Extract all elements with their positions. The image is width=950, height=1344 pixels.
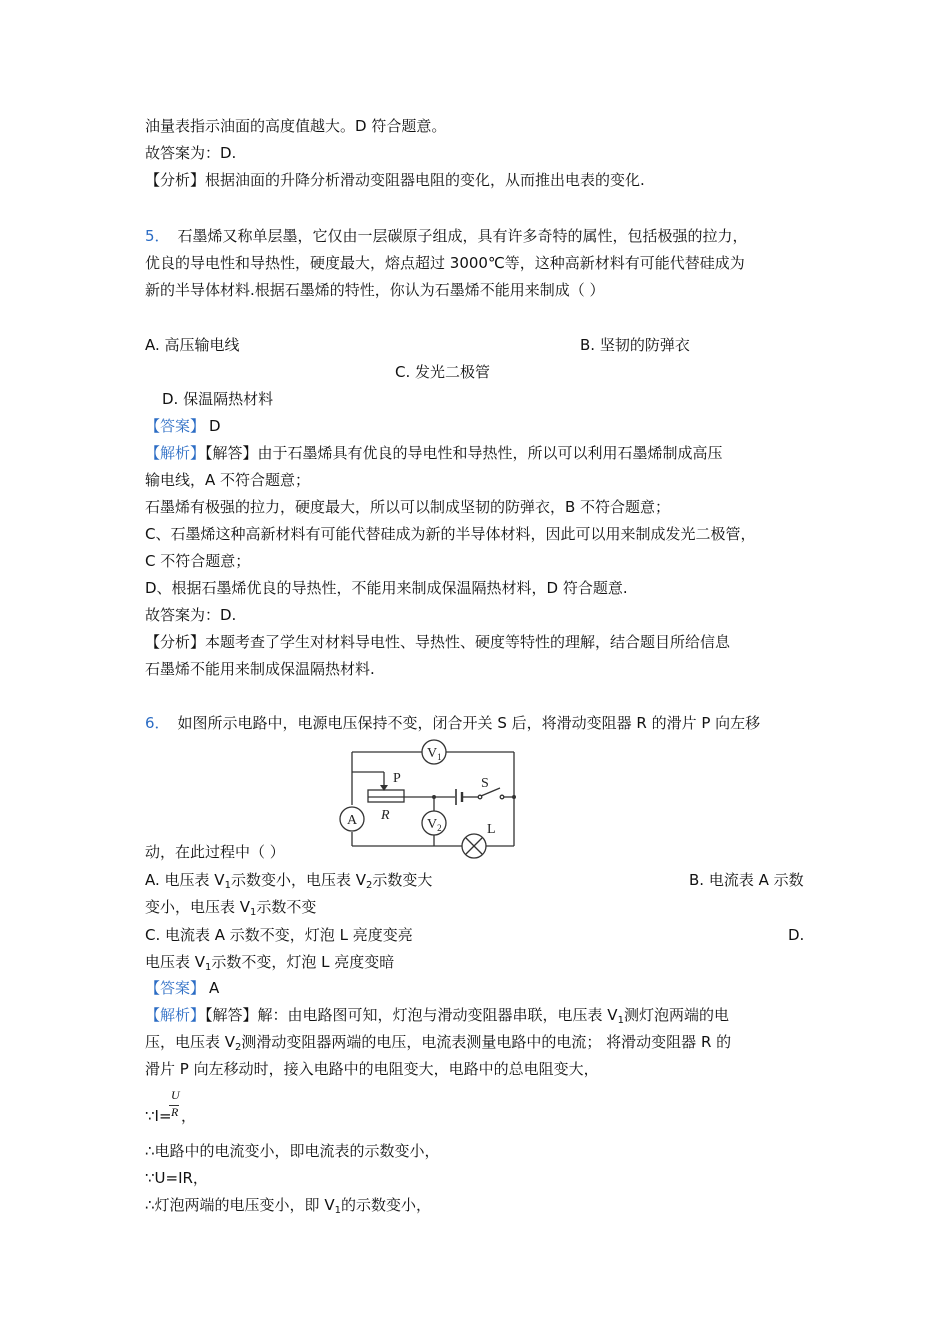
q6-option-b-line-2: 变小，电压表 $V_1$示数不变 — [145, 898, 317, 918]
analysis-tag: 【分析】 — [145, 633, 206, 651]
formula-current: ∵I= U R ， — [145, 1088, 197, 1125]
q6-option-d-line-1: D. — [788, 926, 805, 944]
q5-explain-text-1: 【解答】由于石墨烯具有优良的导电性和导热性，所以可以利用石墨烯制成高压 — [205, 444, 723, 462]
answer-value: D — [209, 417, 221, 435]
q6-stem-line-1 — [145, 713, 760, 733]
q6-option-d-line-2: 电压表 $V_1$示数不变，灯泡 L 亮度变暗 — [145, 953, 395, 973]
circuit-diagram — [338, 738, 520, 860]
explain-tag: 【解析】 — [145, 444, 206, 462]
q5-stem-text-1: 石墨烯又称单层墨，它仅由一层碳原子组成，具有许多奇特的属性，包括极强的拉力， — [177, 227, 748, 245]
q6-stem-text-1: 如图所示电路中，电源电压保持不变，闭合开关 S 后，将滑动变阻器 R 的滑片 P 向左移 — [177, 714, 761, 732]
q5-explain-5: C 不符合题意； — [145, 552, 251, 570]
q5-final-answer: 故答案为：D. — [145, 606, 237, 624]
rheostat-r — [368, 790, 404, 802]
analysis-text: 根据油面的升降分析滑动变阻器电阻的变化，从而推出电表的变化. — [205, 171, 645, 189]
junction-dot — [432, 795, 436, 799]
q5-explain-3: 石墨烯有极强的拉力，硬度最大，所以可以制成坚韧的防弹衣，B 不符合题意； — [145, 498, 671, 516]
q6-option-c: C. 电流表 A 示数不变，灯泡 L 亮度变亮 — [145, 926, 413, 944]
q5-stem-line-1 — [145, 226, 748, 246]
v2-label: $V_2$ — [427, 817, 442, 833]
q6-stem-line-2: 动，在此过程中（ ） — [145, 843, 285, 861]
fraction-numerator: U — [171, 1088, 180, 1102]
l-label: L — [487, 822, 496, 837]
q5-answer — [145, 416, 221, 436]
q6-explain-1: 【解析】【解答】解：由电路图可知，灯泡与滑动变阻器串联，电压表 $V_1$测灯泡两端的电 — [145, 1006, 729, 1026]
answer-tag: 【答案】 — [145, 979, 206, 997]
q5-explain-1 — [145, 443, 723, 463]
answer-tag: 【答案】 — [145, 417, 206, 435]
q6-explain-2: 压，电压表 $V_2$测滑动变阻器两端的电压，电流表测量电路中的电流； 将滑动变阻器 R 的 — [145, 1033, 732, 1053]
answer-value: A — [209, 979, 220, 997]
fraction-denominator: R — [171, 1105, 179, 1119]
q5-explain-6: D、根据石墨烯优良的导热性，不能用来制成保温隔热材料，D 符合题意. — [145, 579, 628, 597]
q6-option-a: A. 电压表 $V_1$示数变小，电压表 $V_2$示数变大 — [145, 871, 433, 891]
q6-option-b-line-1: B. 电流表 A 示数 — [689, 871, 804, 889]
explain-tag: 【解析】 — [145, 1006, 206, 1024]
q5-analysis-2: 石墨烯不能用来制成保温隔热材料. — [145, 660, 375, 678]
analysis-tag: 【分析】 — [145, 171, 206, 189]
a-label: A — [347, 813, 358, 828]
q5-analysis-1 — [145, 632, 730, 652]
v1-label: $V_1$ — [427, 746, 442, 762]
r-label: R — [381, 808, 390, 823]
junction-dot — [512, 795, 516, 799]
s-label: S — [481, 776, 489, 791]
prev-answer: 故答案为：D. — [145, 144, 237, 162]
q5-option-c: C. 发光二极管 — [395, 363, 491, 381]
q6-number: 6． — [145, 714, 170, 732]
q6-answer — [145, 978, 219, 998]
prev-analysis — [145, 170, 645, 190]
q5-analysis-text-1: 本题考查了学生对材料导电性、导热性、硬度等特性的理解，结合题目所给信息 — [205, 633, 731, 651]
q5-option-d: D. 保温隔热材料 — [162, 390, 274, 408]
q5-number: 5． — [145, 227, 170, 245]
q6-explain-5: ∴电路中的电流变小，即电流表的示数变小， — [145, 1142, 440, 1160]
q5-option-a: A. 高压输电线 — [145, 336, 240, 354]
p-label: P — [393, 771, 401, 786]
q6-explain-6: ∵U=IR， — [145, 1169, 208, 1187]
q5-stem-line-2: 优良的导电性和导热性，硬度最大，熔点超过 3000℃等，这种高新材料有可能代替硅成为 — [145, 254, 745, 272]
q6-explain-7: ∴灯泡两端的电压变小，即 $V_1$的示数变小， — [145, 1196, 431, 1216]
q5-explain-4: C、石墨烯这种高新材料有可能代替硅成为新的半导体材料，因此可以用来制成发光二极管， — [145, 525, 756, 543]
q5-option-b: B. 坚韧的防弹衣 — [580, 336, 690, 354]
q6-explain-3: 滑片 P 向左移动时，接入电路中的电阻变大，电路中的总电阻变大， — [145, 1060, 599, 1078]
prev-line-1: 油量表指示油面的高度值越大。D 符合题意。 — [145, 117, 447, 135]
q5-explain-2: 输电线，A 不符合题意； — [145, 471, 311, 489]
q5-stem-line-3: 新的半导体材料.根据石墨烯的特性，你认为石墨烯不能用来制成（ ） — [145, 281, 605, 299]
